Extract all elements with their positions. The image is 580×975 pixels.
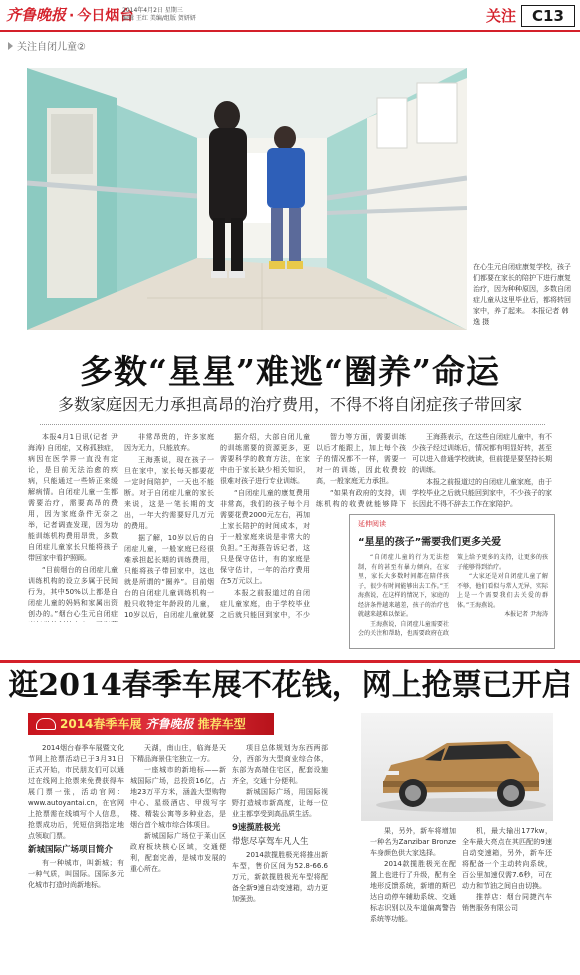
paragraph: “自闭症儿童的行为无法控制，有的甚至有暴力倾向，在家里，家长大多数时间都在陪伴孩子，很少有时间能够出去工作。”王海燕说，在这样的情况下，家庭的经济条件越来越差，孩子的治疗也就越来越难以保证。 [358,554,449,618]
series-label: 关注自闭儿童② [17,42,86,53]
paragraph: 2014款揽胜极光在配置上也进行了升级，配有全地形反馈系统，新增的斯巴达自动停车辅助系统、交通标志识别以及车道偏离警告系统等功能。 [370,860,456,923]
auto-column-4 [370,826,456,925]
paragraph: 王海燕说，自闭症儿童需要社会的关注和帮助，也需要政府在政策上给予更多的支持，让更多的孩子能够得到治疗。 [358,554,548,637]
paragraph: 新城国际广场位于莱山区政府板块核心区域，交通便利，配套完善，是城市发展的重心所在。 [130,832,226,873]
paragraph: 智力等方面，需要训练以后才能跟上，加上每个孩子的情况都不一样，需要一对一的训练，因此收费较高，一般家庭无力承担。 [316,433,406,485]
paragraph: 王海燕表示，在这些自闭症儿童中，有不少孩子经过训练后，情况都有明显好转，甚至可以进入普通学校就读，但前提是要坚持长期的训练。 [412,433,552,474]
banner-text [60,713,246,735]
hallway-photo [27,68,467,330]
masthead: 齐鲁晚报 · 今日烟台 [6,6,134,24]
article-column-4 [316,432,406,510]
paragraph: 一座城市的新地标——新城国际广场，总投资16亿，占地23万平方米，涵盖大型购物中心、星级酒店、甲级写字楼、精装公寓等多种业态，是烟台首个城市综合体项目。 [130,766,226,829]
auto-show-banner [28,713,274,735]
paragraph: 项目总体规划为东西两部分，西部为大型商业综合体，东部为高端住宅区，配套设施齐全，交通十分便利。 [232,744,328,785]
sidebar-body [358,553,548,639]
auto-column-3 [232,743,328,905]
subhead-evoque: 9速揽胜极光 [232,823,281,833]
auto-column-2 [130,743,226,875]
section-title: 关注 [485,7,516,25]
article-column-3 [220,432,310,622]
auto-column-5 [462,826,552,914]
photo-caption: 在心生元自闭症康复学校，孩子们都要在家长的陪护下进行康复治疗，因为种种原因，多数自闭症儿童从这里毕业后，都将转回家中，养了起来。 本报记者 韩逸 摄 [473,263,571,326]
paragraph: “大家还是对自闭症儿童了解不够，他们看似与常人无异，实际上是一个需要我们去关爱的群体。”王海燕说。 [457,573,548,609]
headline-auto-show: 逛2014春季车展不花钱，网上抢票已开启 [8,668,572,703]
sidebar-box [349,514,555,649]
paragraph: 王海燕说，现在孩子一旦在家中，家长每天都要花一定时间陪护，一天也不能断。对于自闭症儿童的家长来说，这是一笔长期的支出，一年大约需要好几万元的费用。 [124,456,214,530]
paragraph: 新城国际广场，用国际视野打造城市新高度，让每一位业主都享受到高品质生活。 [232,788,328,818]
paragraph: 天湖，南山庄，临海是天下精品海景住宅独立一方。 [130,744,226,763]
triangle-icon [8,42,13,50]
paragraph: 有一种城市，叫新城；有一种气质，叫国际。国际多元化城市打造时尚新地标。 [28,859,124,889]
paragraph: “目前烟台的自闭症儿童训练机构的设立多属于民间行为，其中50%以上都是自闭症儿童的妈妈和家属出资创办的。”烟台心生元自闭症 [28,566,118,618]
banner-tail: 推荐车型 [197,717,246,731]
masthead-edition: 今日烟台 [77,8,134,24]
paragraph: 机，最大输出177kw，全车最大亮点在其匹配的9速自动变速箱，另外，新车还将配备一个主动转向系统，百公里加速仅需7.6秒，可在动力和节油之间自由切换。 [462,827,552,890]
sidebar-title: “星星的孩子”需要我们更多关爱 [358,537,502,548]
banner-title: 2014春季车展 [60,717,142,731]
hallway-illustration [27,68,467,330]
paragraph: 据了解，10岁以后的自闭症儿童，一般家庭已经很难承担起长期的训练费用，只能将孩子带回家中，这也就是所谓的“圈养”。目前烟台的自闭症儿童训练机构一般只收特定年龄段的儿童，10岁以后，自闭症儿童就要 [124,534,214,619]
paragraph: 据介绍，大部自闭儿童的训练需要的资源更多，更需要科学的教育方法，在家中由于家长缺少相关知识，很难对孩子进行专业训练。 [220,433,310,485]
car-photo [361,713,553,821]
dotted-divider [40,424,545,425]
subhead-project: 新城国际广场项目简介 [28,845,114,855]
paragraph: 2014款揽胜极光将推出新车型，售价区间为52.8-66.6万元，新款揽胜极光车型将配备全新9速自动变速箱，动力更加强劲。 [232,851,328,903]
subheadline-autism: 多数家庭因无力承担高昂的治疗费用，不得不将自闭症孩子带回家 [57,395,522,414]
byline: 本报记者 尹海涛 [504,611,548,618]
paragraph: 本报之前报道过的自闭症儿童家庭，由于学校毕业之后就只能回到家中，不少孩子的家长因此不得不辞去工作在家陪护。 [412,478,552,508]
paragraph: “自闭症儿童的康复费用非常高，我们的孩子每个月需要花费2000元左右，再加上家长陪护的时间成本，对于一般家庭来说是非常大的负担。”王海燕告诉记者，这只是保守估计，有的家庭是保守估计，一年的治疗费用在5万元以上。 [220,489,310,585]
article-column-1 [28,432,118,622]
masthead-brand: 齐鲁晚报 [6,6,67,24]
issue-info [122,7,196,23]
article-column-2 [124,432,214,622]
page-number: C13 [521,5,575,27]
header-rule [0,30,580,32]
auto-column-1 [28,743,124,891]
article-column-5 [412,432,552,508]
subhead-evoque-tag: 带您尽享驾车凡人生 [232,837,309,847]
car-icon [36,718,56,730]
paragraph: 非常昂贵的，许多家庭因为无力，只能放弃。 [124,433,214,452]
column-gap [316,514,344,622]
headline-autism: 多数“星星”难逃“圈养”命运 [80,352,500,391]
issue-date: 2014年4月2日 星期三 [122,7,183,14]
paragraph: 果，另外，新车将增加一种名为Zanzibar Bronze车身颜色供大家选择。 [370,827,456,857]
suv-illustration [361,713,553,821]
paragraph: 本报4月1日讯(记者 尹海涛) 自闭症，又称孤独症，病因在医学界一直没有定论，是目前无法治愈的疾病，只能通过一些矫正来缓解病情。自闭症儿童一生都需要治疗，需要高昂的费用，因为家庭条件无奈之举，记者调查发现，因为功能训练机构费用昂贵，多数自闭症儿童家长只能将孩子带回家中看护照顾。 [28,433,118,562]
section-divider [0,660,580,663]
dealer-line: 推荐店：烟台同捷汽车销售服务有限公司 [462,893,552,912]
sidebar-tag: 延伸阅读 [358,520,386,528]
paragraph: 2014烟台春季车展暨文化节网上抢票活动已于3月31日正式开始，市民朋友们可以通过在线网上抢票来免费获得车展门票一张，活动官网：www.autoyantai.cn，在官网上抢票需在线填写个人信息，抢票成功后，凭短信到指定地点领取门票。 [28,744,124,840]
series-title [8,38,86,53]
banner-brand: 齐鲁晚报 [145,717,194,731]
paragraph: 本报之前报道过的自闭症儿童家庭，由于学校毕业之后就只能回到家中，不少 [220,589,310,619]
paragraph: “如果有政府的支持，训练机构的收费就能够降下 [316,489,406,508]
issue-editors: 编辑 王红 美编/组版 贺妍妍 [122,15,196,22]
